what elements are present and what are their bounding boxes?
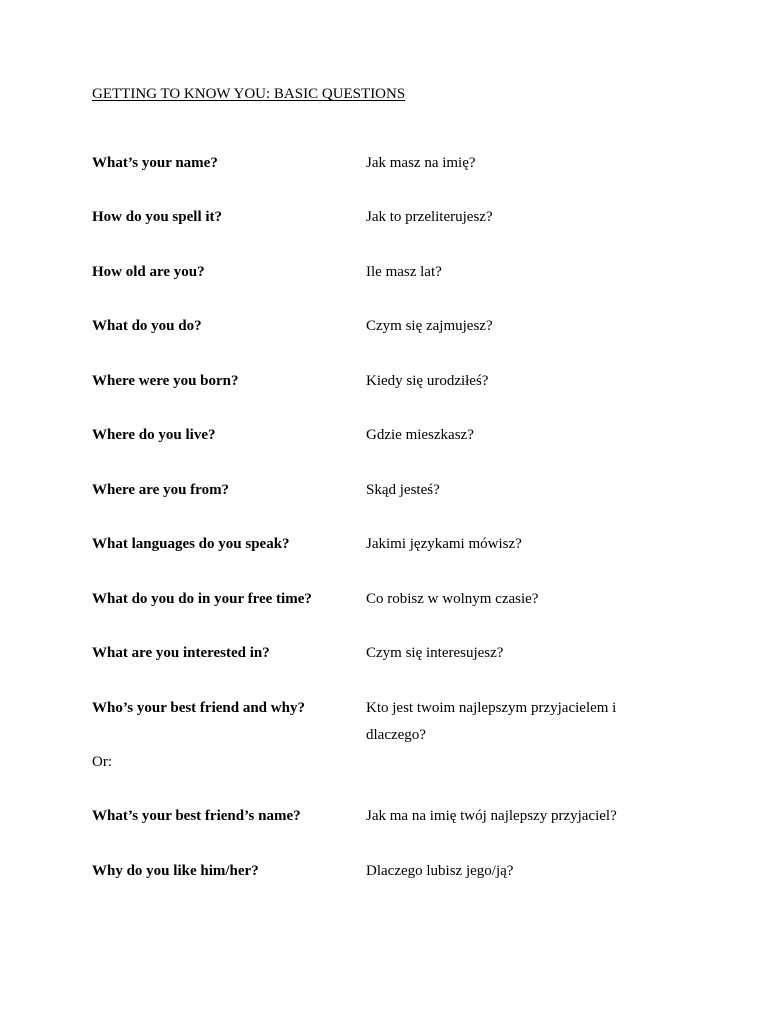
polish-translation: Czym się interesujesz? (366, 645, 504, 661)
english-question: What languages do you speak? (92, 536, 290, 552)
polish-translation: Kto jest twoim najlepszym przyjacielem i dlaczego? (366, 700, 617, 743)
polish-translation: Skąd jesteś? (366, 482, 440, 498)
english-question: How old are you? (92, 264, 205, 280)
document-title: GETTING TO KNOW YOU: BASIC QUESTIONS (92, 86, 406, 102)
english-question: Why do you like him/her? (92, 863, 259, 879)
polish-translation: Jakimi językami mówisz? (366, 536, 522, 552)
polish-translation: Czym się zajmujesz? (366, 318, 493, 334)
polish-translation: Dlaczego lubisz jego/ją? (366, 863, 514, 879)
english-question: Where do you live? (92, 427, 216, 443)
english-question: How do you spell it? (92, 209, 223, 225)
polish-translation: Jak ma na imię twój najlepszy przyjaciel? (366, 808, 617, 824)
english-question: What do you do? (92, 318, 202, 334)
polish-translation: Kiedy się urodziłeś? (366, 373, 489, 389)
english-question: What do you do in your free time? (92, 591, 312, 607)
english-question: Who’s your best friend and why? (92, 700, 305, 716)
english-question: Where were you born? (92, 373, 239, 389)
polish-translation: Jak to przeliterujesz? (366, 209, 493, 225)
english-question: What’s your best friend’s name? (92, 808, 301, 824)
or-label: Or: (92, 754, 112, 770)
english-question: What are you interested in? (92, 645, 270, 661)
polish-translation: Jak masz na imię? (366, 155, 476, 171)
english-question: What’s your name? (92, 155, 218, 171)
polish-translation: Ile masz lat? (366, 264, 442, 280)
polish-translation: Gdzie mieszkasz? (366, 427, 474, 443)
english-question: Where are you from? (92, 482, 230, 498)
polish-translation: Co robisz w wolnym czasie? (366, 591, 539, 607)
